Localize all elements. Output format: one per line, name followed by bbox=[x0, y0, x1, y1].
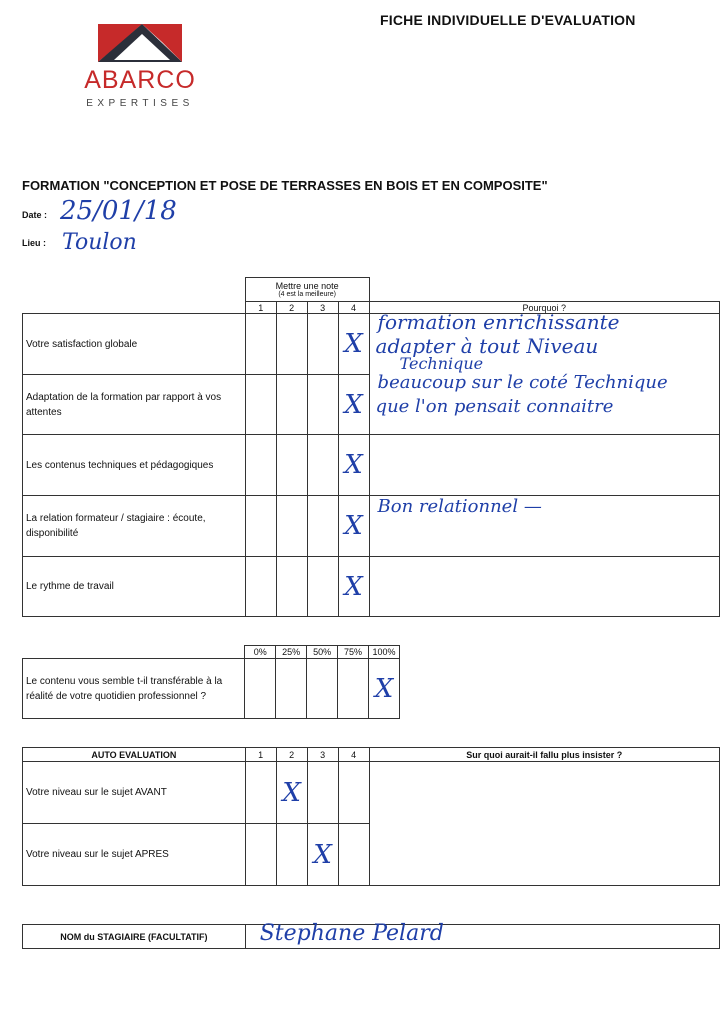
transfer-col-0: 0% bbox=[245, 646, 276, 659]
auto-row-label: Votre niveau sur le sujet APRES bbox=[23, 824, 246, 886]
rating-mark[interactable]: X bbox=[338, 557, 369, 617]
transfer-cell[interactable] bbox=[245, 659, 276, 719]
date-label: Date : bbox=[22, 210, 48, 220]
date-value[interactable]: 25/01/18 bbox=[60, 196, 177, 226]
table-row bbox=[23, 435, 720, 496]
name-cell[interactable] bbox=[245, 921, 719, 949]
why-cell[interactable] bbox=[369, 496, 719, 557]
auto-cell[interactable] bbox=[276, 824, 307, 886]
rating-cell[interactable] bbox=[307, 375, 338, 435]
table-row bbox=[23, 557, 720, 617]
logo-roof-icon bbox=[78, 20, 202, 66]
rating-cell[interactable] bbox=[245, 314, 276, 375]
transfer-cell[interactable] bbox=[338, 659, 369, 719]
auto-cell[interactable] bbox=[338, 824, 369, 886]
auto-col-2: 2 bbox=[276, 748, 307, 762]
transfer-cell[interactable] bbox=[307, 659, 338, 719]
table-row bbox=[23, 314, 720, 375]
name-table bbox=[22, 921, 720, 949]
rating-col-3: 3 bbox=[307, 302, 338, 314]
rating-cell[interactable] bbox=[307, 314, 338, 375]
name-label: NOM du STAGIAIRE (FACULTATIF) bbox=[23, 925, 246, 949]
insist-cell[interactable] bbox=[369, 762, 719, 886]
insist-header: Sur quoi aurait-il fallu plus insister ? bbox=[369, 748, 719, 762]
comment-line: beaucoup sur le coté Technique bbox=[377, 372, 668, 393]
comment-line: adapter à tout Niveau bbox=[375, 334, 599, 358]
auto-mark[interactable]: X bbox=[307, 824, 338, 886]
rating-cell[interactable] bbox=[245, 375, 276, 435]
auto-cell[interactable] bbox=[307, 762, 338, 824]
table-row bbox=[23, 659, 400, 719]
rating-cell[interactable] bbox=[276, 375, 307, 435]
rating-cell[interactable] bbox=[276, 557, 307, 617]
auto-mark[interactable]: X bbox=[276, 762, 307, 824]
rating-cell[interactable] bbox=[245, 435, 276, 496]
rating-header bbox=[245, 278, 369, 302]
rating-cell[interactable] bbox=[245, 496, 276, 557]
logo-name: ABARCO bbox=[84, 66, 196, 94]
question-label: Adaptation de la formation par rapport à vos attentes bbox=[23, 375, 246, 435]
rating-cell[interactable] bbox=[245, 557, 276, 617]
table-row bbox=[23, 762, 720, 824]
rating-col-1: 1 bbox=[245, 302, 276, 314]
rating-cell[interactable] bbox=[307, 557, 338, 617]
why-cell[interactable] bbox=[369, 557, 719, 617]
transfer-col-25: 25% bbox=[276, 646, 307, 659]
auto-eval-header: AUTO EVALUATION bbox=[23, 748, 246, 762]
auto-col-1: 1 bbox=[245, 748, 276, 762]
question-label: Votre satisfaction globale bbox=[23, 314, 246, 375]
table-row bbox=[23, 496, 720, 557]
rating-mark[interactable]: X bbox=[338, 435, 369, 496]
auto-col-3: 3 bbox=[307, 748, 338, 762]
transfer-col-50: 50% bbox=[307, 646, 338, 659]
transfer-question: Le contenu vous semble t-il transférable à la réalité de votre quotidien professionnel ? bbox=[23, 659, 245, 719]
rating-header-subtitle: (4 est la meilleure) bbox=[278, 291, 336, 298]
transfer-col-100: 100% bbox=[368, 646, 399, 659]
rating-col-2: 2 bbox=[276, 302, 307, 314]
auto-cell[interactable] bbox=[245, 762, 276, 824]
why-cell[interactable] bbox=[369, 435, 719, 496]
rating-cell[interactable] bbox=[276, 496, 307, 557]
auto-cell[interactable] bbox=[338, 762, 369, 824]
rating-mark[interactable]: X bbox=[338, 375, 369, 435]
lieu-value[interactable]: Toulon bbox=[62, 230, 137, 255]
auto-row-label: Votre niveau sur le sujet AVANT bbox=[23, 762, 246, 824]
document-title: FICHE INDIVIDUELLE D'EVALUATION bbox=[380, 12, 636, 28]
transfer-cell[interactable] bbox=[276, 659, 307, 719]
question-label: Les contenus techniques et pédagogiques bbox=[23, 435, 246, 496]
rating-cell[interactable] bbox=[276, 435, 307, 496]
comment-line: Bon relationnel — bbox=[377, 496, 542, 517]
lieu-label: Lieu : bbox=[22, 238, 46, 248]
rating-header-title: Mettre une note bbox=[275, 281, 339, 291]
comment-line: que l'on pensait connaitre bbox=[375, 396, 614, 417]
rating-table bbox=[22, 277, 720, 617]
question-label: Le rythme de travail bbox=[23, 557, 246, 617]
auto-col-4: 4 bbox=[338, 748, 369, 762]
transfer-table bbox=[22, 645, 400, 719]
rating-cell[interactable] bbox=[307, 435, 338, 496]
rating-mark[interactable]: X bbox=[338, 496, 369, 557]
transfer-col-75: 75% bbox=[338, 646, 369, 659]
rating-cell[interactable] bbox=[307, 496, 338, 557]
rating-mark[interactable]: X bbox=[338, 314, 369, 375]
auto-eval-table bbox=[22, 747, 720, 886]
transfer-mark[interactable]: X bbox=[368, 659, 399, 719]
why-header: Pourquoi ? bbox=[369, 302, 719, 314]
why-cell-combined[interactable] bbox=[369, 310, 719, 435]
auto-cell[interactable] bbox=[245, 824, 276, 886]
name-value: Stephane Pelard bbox=[259, 921, 444, 946]
rating-col-4: 4 bbox=[338, 302, 369, 314]
comment-line: Technique bbox=[399, 354, 484, 373]
rating-cell[interactable] bbox=[276, 314, 307, 375]
comment-line: formation enrichissante bbox=[377, 310, 620, 334]
logo-subtitle: EXPERTISES bbox=[86, 98, 194, 109]
question-label: La relation formateur / stagiaire : écoute, disponibilité bbox=[23, 496, 246, 557]
formation-title: FORMATION "CONCEPTION ET POSE DE TERRASSES EN BOIS ET EN COMPOSITE" bbox=[22, 178, 548, 193]
